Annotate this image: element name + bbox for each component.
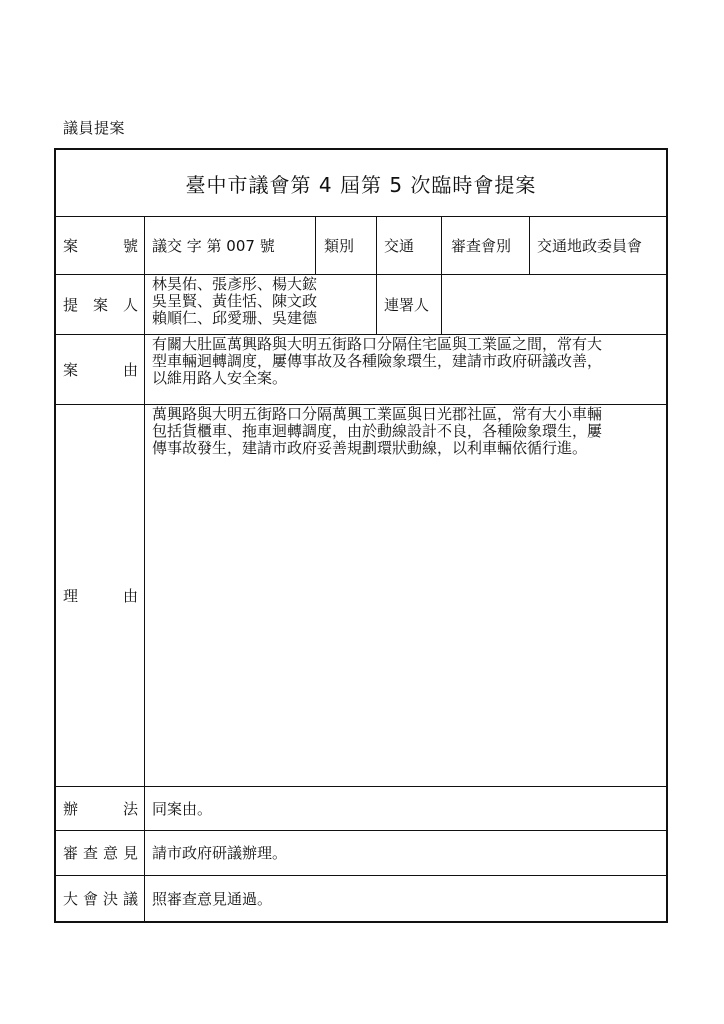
resolution-value: 照審查意見通過。 bbox=[152, 889, 273, 908]
review-label bbox=[56, 830, 144, 875]
committee-value: 交通地政委員會 bbox=[537, 236, 643, 255]
subject-line: 有關大肚區萬興路與大明五街路口分隔住宅區與工業區之間，常有大 bbox=[152, 335, 603, 353]
label-char: 案 bbox=[63, 360, 79, 379]
label-char: 號 bbox=[122, 236, 138, 255]
proposer-label bbox=[56, 274, 144, 334]
label-char: 由 bbox=[122, 360, 138, 379]
label-char: 議 bbox=[122, 889, 138, 908]
proposer-names bbox=[146, 276, 376, 334]
proposer-names-line: 吳呈賢、黃佳恬、陳文政 bbox=[152, 292, 318, 310]
label-char: 案 bbox=[63, 236, 79, 255]
label-char: 見 bbox=[122, 844, 138, 862]
label-char: 案 bbox=[92, 295, 108, 314]
subject-text bbox=[146, 336, 670, 404]
column-divider bbox=[315, 216, 316, 274]
label-column-divider bbox=[144, 216, 145, 921]
reason-text bbox=[146, 406, 670, 786]
label-char: 審 bbox=[63, 844, 79, 862]
subject-label bbox=[56, 334, 144, 404]
column-divider bbox=[376, 216, 377, 334]
subject-line: 以維用路人安全案。 bbox=[152, 369, 288, 387]
reason-line: 萬興路與大明五街路口分隔萬興工業區與日光郡社區，常有大小車輛 bbox=[152, 405, 603, 423]
document-type-label: 議員提案 bbox=[63, 119, 126, 137]
subject-line: 型車輛迴轉調度，屢傳事故及各種險象環生，建請市政府研議改善， bbox=[152, 352, 603, 370]
review-value: 請市政府研議辦理。 bbox=[152, 844, 288, 862]
reason-line: 包括貨櫃車、拖車迴轉調度，由於動線設計不良，各種險象環生，屢 bbox=[152, 422, 603, 440]
cosigner-value bbox=[443, 274, 670, 334]
case-number-label bbox=[56, 216, 144, 274]
label-char: 意 bbox=[102, 844, 118, 862]
reason-label bbox=[56, 404, 144, 786]
method-label bbox=[56, 786, 144, 830]
cosigner-label: 連署人 bbox=[384, 295, 430, 314]
reason-line: 傳事故發生，建請市政府妥善規劃環狀動線，以利車輛依循行進。 bbox=[152, 439, 588, 457]
label-char: 提 bbox=[63, 295, 79, 314]
category-value: 交通 bbox=[384, 236, 415, 255]
label-char: 法 bbox=[122, 799, 138, 818]
form-title: 臺中市議會第 4 屆第 5 次臨時會提案 bbox=[185, 172, 537, 197]
label-char: 會 bbox=[82, 889, 98, 908]
label-char: 決 bbox=[102, 889, 118, 908]
resolution-label bbox=[56, 875, 144, 921]
label-char: 查 bbox=[82, 844, 98, 862]
proposer-names-line: 賴順仁、邱愛珊、吳建德 bbox=[152, 309, 318, 327]
label-char: 由 bbox=[122, 586, 138, 605]
case-number-value: 議交 字 第 007 號 bbox=[152, 236, 275, 255]
category-label: 類別 bbox=[324, 236, 355, 255]
column-divider bbox=[441, 216, 442, 334]
proposal-form bbox=[54, 148, 668, 923]
label-char: 辦 bbox=[63, 799, 79, 818]
method-value: 同案由。 bbox=[152, 799, 213, 818]
label-char: 大 bbox=[63, 889, 79, 908]
committee-label: 審查會別 bbox=[451, 236, 512, 255]
proposer-names-line: 林昊佑、張彥彤、楊大鋐 bbox=[152, 275, 318, 293]
column-divider bbox=[529, 216, 530, 274]
label-char: 理 bbox=[63, 586, 79, 605]
label-char: 人 bbox=[122, 295, 138, 314]
